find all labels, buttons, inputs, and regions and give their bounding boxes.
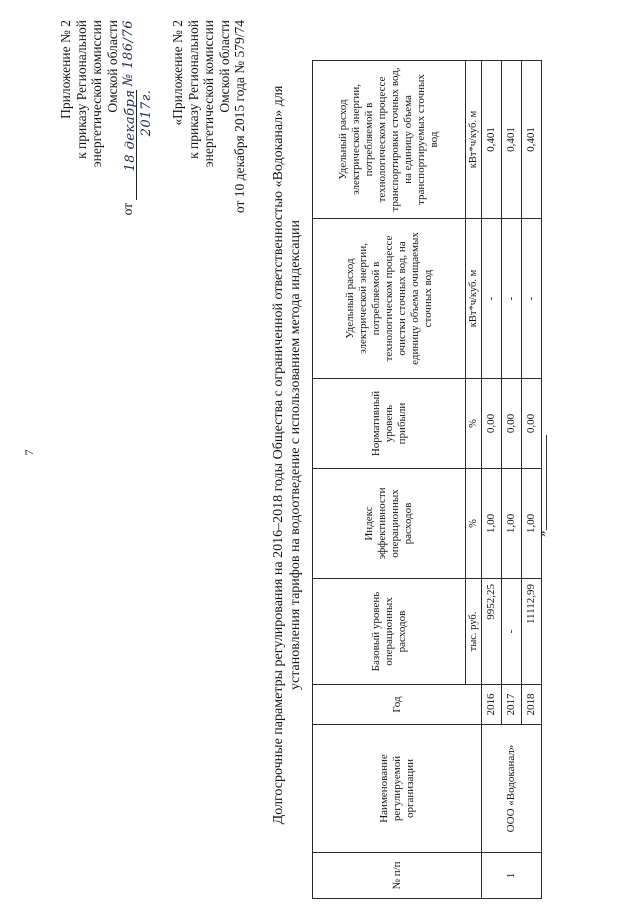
col-header-org: Наименование регулируемой организации bbox=[313, 725, 482, 853]
cell-base: 11112,99 bbox=[522, 579, 542, 685]
appendix-header-original bbox=[170, 20, 248, 350]
cell-profit: 0,00 bbox=[522, 379, 542, 469]
table-header-row bbox=[313, 61, 466, 899]
closing-underline bbox=[546, 435, 547, 530]
handwritten-date: 18 декабря 2017г. bbox=[122, 89, 154, 172]
col-header-index: Индекс эффективности операционных расходов bbox=[313, 469, 466, 579]
document-title bbox=[270, 35, 304, 875]
cell-energy-treatment: - bbox=[482, 219, 502, 379]
cell-year: 2018 bbox=[522, 685, 542, 725]
header-line: от 10 декабря 2015 года № 579/74 bbox=[232, 20, 247, 214]
header-date-line bbox=[120, 20, 154, 350]
col-header-year: Год bbox=[313, 685, 482, 725]
cell-base: 9952,25 bbox=[482, 579, 502, 685]
header-line: Омской области bbox=[104, 20, 120, 113]
header-line: Приложение № 2 bbox=[58, 20, 73, 119]
cell-index: 1,00 bbox=[502, 469, 522, 579]
title-line: Долгосрочные параметры регулирования на 2016–2018 годы Общества с ограниченной ответственностью «Водоканал» для bbox=[271, 85, 286, 825]
col-header-base: Базовый уровень операционных расходов bbox=[313, 579, 466, 685]
cell-year: 2017 bbox=[502, 685, 522, 725]
cell-profit: 0,00 bbox=[502, 379, 522, 469]
cell-energy-treatment: - bbox=[502, 219, 522, 379]
unit-index: % bbox=[466, 469, 482, 579]
header-line: «Приложение № 2 bbox=[170, 20, 185, 126]
header-line: Омской области bbox=[216, 20, 232, 113]
table-row bbox=[482, 61, 502, 899]
col-header-energy-treatment: Удельный расход электрической энергии, потребляемой в технологическом процессе очистки сточных вод, на единицу объема очищаемых сточных вод bbox=[313, 219, 466, 379]
signature-date-field bbox=[122, 89, 154, 200]
closing-quote-mark: » bbox=[534, 530, 549, 537]
cell-energy-transport: 0,401 bbox=[502, 61, 522, 219]
header-line: к приказу Региональной bbox=[185, 20, 201, 159]
unit-energy-transport: кВт*ч/куб. м bbox=[466, 61, 482, 219]
header-line: энергетической комиссии bbox=[89, 20, 104, 168]
header-line: энергетической комиссии bbox=[201, 20, 216, 168]
unit-profit: % bbox=[466, 379, 482, 469]
title-line: установления тарифов на водоотведение с использованием метода индексации bbox=[288, 220, 303, 690]
organization-name: ООО «Водоканал» bbox=[482, 725, 542, 853]
cell-profit: 0,00 bbox=[482, 379, 502, 469]
header-line: к приказу Региональной bbox=[73, 20, 89, 159]
col-header-num: № п/п bbox=[313, 853, 482, 899]
cell-index: 1,00 bbox=[522, 469, 542, 579]
parameters-table bbox=[312, 60, 542, 899]
cell-energy-transport: 0,401 bbox=[482, 61, 502, 219]
col-header-energy-transport: Удельный расход электрической энергии, потребляемой в технологическом процессе транспортировки сточных вод, на единицу объема транспортируемых сточных вод bbox=[313, 61, 466, 219]
appendix-header-current bbox=[58, 20, 154, 350]
date-prefix: от bbox=[120, 202, 135, 216]
page-number: 7 bbox=[22, 449, 36, 456]
col-header-profit: Нормативный уровень прибыли bbox=[313, 379, 466, 469]
handwritten-number: № 186/76 bbox=[121, 20, 136, 87]
cell-year: 2016 bbox=[482, 685, 502, 725]
cell-energy-transport: 0,401 bbox=[522, 61, 542, 219]
row-number: 1 bbox=[482, 853, 542, 899]
unit-base: тыс. руб. bbox=[466, 579, 482, 685]
cell-base: - bbox=[502, 579, 522, 685]
unit-energy-treatment: кВт*ч/куб. м bbox=[466, 219, 482, 379]
cell-energy-treatment: - bbox=[522, 219, 542, 379]
cell-index: 1,00 bbox=[482, 469, 502, 579]
